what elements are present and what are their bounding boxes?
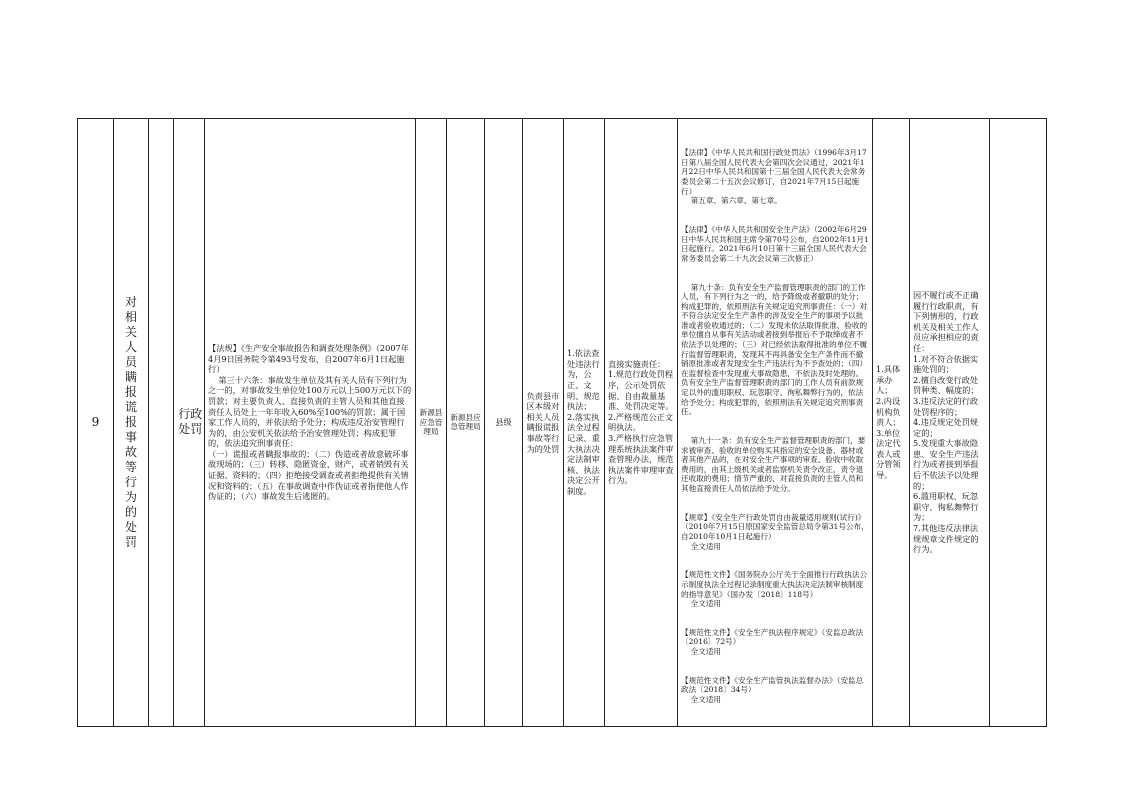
duty-subject-cell: 1.具体承办人； 2.内设机构负责人； 3.单位法定代表人或分管领导。	[873, 119, 910, 727]
power-list-table	[77, 118, 1047, 727]
legal-basis-item: 第九十一条：负有安全生产监督管理职责的部门，要求被审查、验收的单位购买其指定的安全设备、器材或者其他产品的，在对安全生产事项的审查、验收中收取费用的，由其上级机关或者监察机关责令改正，责令退还收取的费用；情节严重的，对直接负责的主管人员和其他直接责任人员依法给予处分。	[681, 436, 866, 493]
legal-basis-item: 【规章】《安全生产行政处罚自由裁量适用规则(试行)》（2010年7月15日原国家安全监管总局令第31号公布，自2010年10月1日起施行） 全文适用	[681, 512, 869, 551]
item-name-cell	[114, 119, 149, 727]
scope-cell: 负责县市区本级对相关人员瞒报谎报事故等行为的处罚	[523, 119, 564, 727]
table-row	[78, 119, 1047, 727]
legal-basis-item: 【规范性文件】《安全生产执法程序规定》（安监总政法〔2016〕72号） 全文适用	[681, 627, 864, 657]
item-name: 对相关人员瞒报谎报事故等行为的处罚	[124, 294, 137, 549]
implementing-body-cell: 新源县应急管理局	[416, 119, 447, 727]
legal-basis-item: 【法律】《中华人民共和国行政处罚法》（1996年3月17日第八届全国人民代表大会第四次会议通过，2021年1月22日中华人民共和国第十三届全国人民代表大会常务委员会第二十五次会议修订，自2021年7月15日起施行） 第五章、第六章、第七章。	[681, 148, 867, 206]
legal-basis-item: 第九十条：负有安全生产监督管理职责的部门的工作人员，有下列行为之一的，给予降级或者撤职的处分；构成犯罪的，依照刑法有关规定追究刑事责任：（一）对不符合法定安全生产条件的涉及安全生产的事项予以批准或者验收通过的；（二）发现未依法取得批准、验收的单位擅自从事有关活动或者接到举报后不予取缔或者不依法予以处理的；（三）对已经依法取得批准的单位不履行监督管理职责，发现其不再具备安全生产条件而不撤销原批准或者发现安全生产违法行为不予查处的；（四）在监督检查中发现重大事故隐患，不依法及时处理的。负有安全生产监督管理职责的部门的工作人员有前款规定以外的滥用职权、玩忽职守、徇私舞弊行为的，依法给予处分；构成犯罪的，依照刑法有关规定追究刑事责任。	[681, 282, 868, 417]
legal-basis-cell	[678, 119, 873, 727]
accept-duty-cell: 1.依法查处违法行为，公正、文明、规范执法； 2.落实执法全过程记录、重大执法决定法制审核、执法决定公开制度。	[564, 119, 605, 727]
legal-basis-item: 【规范性文件】《国务院办公厅关于全面推行行政执法公示制度执法全过程记录制度重大执法决定法制审核制度的指导意见》（国办发〔2018〕118号） 全文适用	[681, 570, 868, 609]
row-number: 9	[78, 119, 114, 727]
accountability-cell: 因不履行或不正确履行行政职责，有下列情形的，行政机关及相关工作人员应承担相应的责任： 1.对不符合依据实施处罚的； 2.擅自改变行政处罚种类、幅度的； 3.违反法定的行政处罚程序的； 4.违反规定处罚规定的； 5.发现重大事故隐患、安全生产违法行为或者接到举报后不依法予以处理的； 6.滥用职权、玩忽职守、徇私舞弊行为； 7.其他违反法律法规规章文件规定的行为。	[910, 119, 990, 727]
basis-cell: 【法规】《生产安全事故报告和调查处理条例》（2007年4月9日国务院令第493号发布，自2007年6月1日起施行） 第三十六条：事故发生单位及其有关人员有下列行为之一的，对事故发生单位处100万元以上500万元以下的罚款；对主要负责人、直接负责的主管人员和其他直接责任人员处上一年年收入60%至100%的罚款；属于国家工作人员的，并依法给予处分；构成违反治安管理行为的，由公安机关依法给予治安管理处罚；构成犯罪的，依法追究刑事责任： （一）谎报或者瞒报事故的；（二）伪造或者故意破坏事故现场的；（三）转移、隐匿资金、财产，或者销毁有关证据、资料的；（四）拒绝接受调查或者拒绝提供有关情况和资料的；（五）在事故调查中作伪证或者指使他人作伪证的；（六）事故发生后逃匿的。	[205, 119, 416, 727]
legal-basis-item: 【规范性文件】《安全生产监管执法监督办法》（安监总政法〔2018〕34号） 全文适用	[681, 675, 864, 705]
child-item-cell	[149, 119, 174, 727]
responsible-dept-cell: 新源县应急管理局	[447, 119, 485, 727]
legal-basis-item: 【法律】《中华人民共和国安全生产法》（2002年6月29日中华人民共和国主席令第70号公布，自2002年11月1日起施行。2021年6月10日第十三届全国人民代表大会常务委员会第二十九次会议第三次修正）	[681, 224, 869, 263]
category: 行政处罚	[178, 407, 203, 437]
implement-duty-cell: 直接实施责任： 1.规范行政处罚程序，公示处罚依据、自由裁量基准、处罚决定等。 2.严格规范公正文明执法。 3.严格执行应急管理系统执法案件审查管理办法，规范执法案件审理审查行为。	[605, 119, 678, 727]
level-cell: 县级	[485, 119, 523, 727]
category-cell	[174, 119, 205, 727]
remark-cell	[990, 119, 1047, 727]
